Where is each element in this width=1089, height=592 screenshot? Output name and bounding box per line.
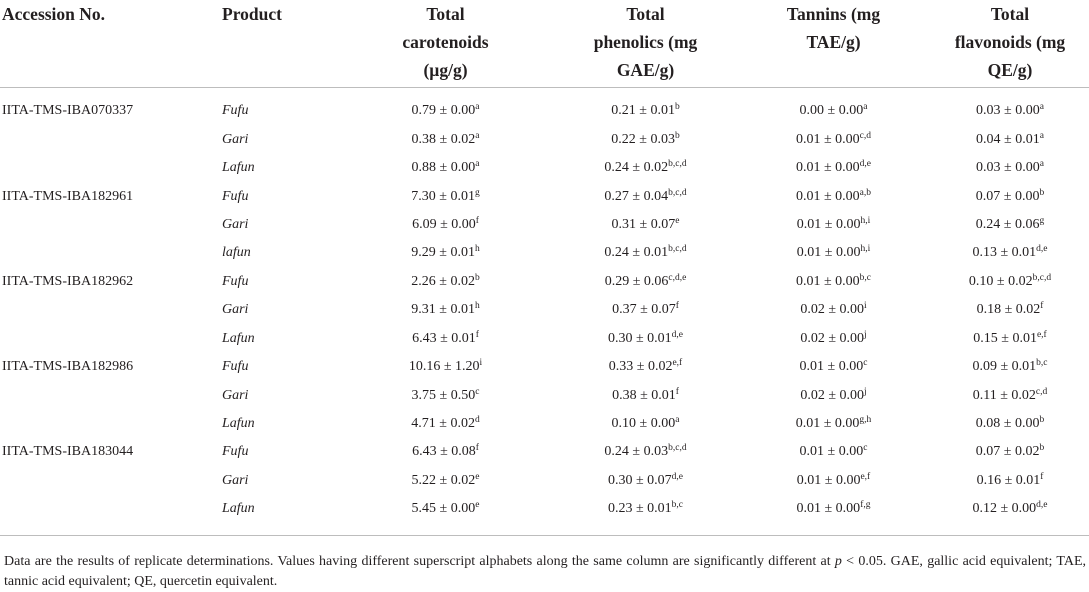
cell-product: Gari	[222, 472, 249, 488]
cell-value: 0.12 ± 0.00	[972, 501, 1037, 517]
significance-superscript: d,e	[671, 471, 684, 482]
cell-carotenoids	[336, 467, 555, 495]
cell-flavonoids	[931, 438, 1089, 466]
significance-superscript: c	[475, 386, 480, 397]
cell-tannins	[736, 182, 931, 210]
significance-superscript: b,c,d	[668, 187, 687, 198]
cell-flavonoids	[931, 410, 1089, 438]
significance-superscript: b	[1039, 443, 1045, 454]
cell-value: 0.30 ± 0.07	[607, 472, 672, 488]
table-row	[0, 296, 1089, 324]
table-row	[0, 239, 1089, 267]
cell-accession: IITA-TMS-IBA070337	[2, 103, 134, 119]
cell-phenolics	[555, 125, 736, 153]
cell-value: 4.71 ± 0.02	[411, 416, 475, 432]
significance-superscript: b	[674, 130, 680, 141]
significance-superscript: a	[1039, 102, 1044, 113]
cell-phenolics	[555, 182, 736, 210]
significance-superscript: j	[864, 329, 867, 340]
cell-value: 0.11 ± 0.02	[972, 387, 1036, 403]
cell-accession	[0, 467, 216, 495]
cell-tannins	[736, 410, 931, 438]
significance-superscript: c,d	[859, 130, 872, 141]
cell-value: 0.01 ± 0.00	[796, 501, 861, 517]
table-row	[0, 88, 1089, 126]
cell-accession: IITA-TMS-IBA183044	[2, 444, 134, 460]
cell-tannins	[736, 296, 931, 324]
cell-value: 5.22 ± 0.02	[411, 472, 476, 488]
cell-product: Fufu	[222, 273, 249, 289]
significance-superscript: a	[675, 415, 680, 426]
cell-product: Gari	[222, 216, 249, 232]
cell-value: 0.10 ± 0.00	[611, 416, 676, 432]
significance-superscript: b	[474, 272, 480, 283]
cell-flavonoids	[931, 268, 1089, 296]
cell-flavonoids	[931, 495, 1089, 523]
cell-tannins	[736, 325, 931, 353]
significance-superscript: h	[474, 301, 480, 312]
cell-value: 0.01 ± 0.00	[795, 273, 860, 289]
cell-value: 0.07 ± 0.02	[975, 444, 1040, 460]
cell-value: 0.01 ± 0.00	[796, 216, 861, 232]
cell-product: Lafun	[222, 160, 255, 176]
cell-carotenoids	[336, 495, 555, 523]
cell-flavonoids	[931, 353, 1089, 381]
cell-product: Gari	[222, 131, 249, 147]
cell-value: 0.07 ± 0.00	[975, 188, 1040, 204]
significance-superscript: f	[1040, 471, 1044, 482]
table-row	[0, 353, 1089, 381]
cell-value: 0.02 ± 0.00	[800, 302, 865, 318]
cell-accession	[0, 495, 216, 523]
significance-superscript: b,c,d	[668, 443, 687, 454]
cell-value: 6.09 ± 0.00	[412, 216, 476, 232]
table-row	[0, 154, 1089, 182]
cell-tannins	[736, 239, 931, 267]
cell-carotenoids	[336, 268, 555, 296]
cell-carotenoids	[336, 296, 555, 324]
table-body	[0, 88, 1089, 524]
significance-superscript: d,e	[859, 159, 872, 170]
cell-product: Lafun	[222, 416, 255, 432]
significance-superscript: e,f	[672, 358, 683, 369]
cell-phenolics	[555, 381, 736, 409]
cell-flavonoids	[931, 467, 1089, 495]
cell-flavonoids	[931, 211, 1089, 239]
significance-superscript: g,h	[859, 415, 872, 426]
significance-superscript: b	[674, 102, 680, 113]
cell-carotenoids	[336, 211, 555, 239]
significance-superscript: a	[1039, 159, 1044, 170]
significance-superscript: b	[1039, 187, 1045, 198]
cell-tannins	[736, 467, 931, 495]
table-row	[0, 268, 1089, 296]
significance-superscript: e,f	[1036, 329, 1047, 340]
significance-superscript: a	[863, 102, 868, 113]
significance-superscript: j	[864, 386, 867, 397]
footer-divider	[0, 535, 1089, 536]
cell-value: 0.24 ± 0.01	[604, 245, 669, 261]
cell-value: 0.01 ± 0.00	[799, 359, 864, 375]
cell-value: 0.30 ± 0.01	[607, 330, 672, 346]
cell-value: 0.01 ± 0.00	[795, 160, 860, 176]
cell-flavonoids	[931, 325, 1089, 353]
cell-value: 0.01 ± 0.00	[795, 188, 860, 204]
significance-superscript: h	[474, 244, 480, 255]
cell-value: 0.24 ± 0.06	[975, 216, 1040, 232]
cell-product: Gari	[222, 387, 249, 403]
cell-phenolics	[555, 211, 736, 239]
significance-superscript: h,i	[860, 244, 871, 255]
table-footnote: Data are the results of replicate determinations. Values having different superscript alphabets along the same column are significantly different at p < 0.05. GAE, gallic acid equivalent; TAE, tannic acid equivalent; QE, quercetin equivalent.	[4, 554, 1086, 589]
header-carotenoids: Total carotenoids (µg/g)	[336, 0, 555, 88]
cell-carotenoids	[336, 88, 555, 126]
cell-phenolics	[555, 410, 736, 438]
cell-carotenoids	[336, 438, 555, 466]
cell-product: Lafun	[222, 501, 255, 517]
cell-value: 0.04 ± 0.01	[976, 131, 1040, 147]
header-flavonoids: Total flavonoids (mg QE/g)	[931, 0, 1089, 88]
significance-superscript: c	[863, 443, 868, 454]
cell-tannins	[736, 88, 931, 126]
cell-value: 0.01 ± 0.00	[795, 131, 860, 147]
significance-superscript: a	[475, 130, 480, 141]
significance-superscript: e	[675, 215, 680, 226]
cell-phenolics	[555, 467, 736, 495]
cell-accession	[0, 239, 216, 267]
cell-tannins	[736, 353, 931, 381]
cell-value: 0.79 ± 0.00	[411, 103, 476, 119]
cell-carotenoids	[336, 381, 555, 409]
significance-superscript: b	[1039, 415, 1045, 426]
cell-value: 0.31 ± 0.07	[611, 216, 676, 232]
significance-superscript: d,e	[1036, 500, 1048, 511]
cell-tannins	[736, 495, 931, 523]
cell-accession	[0, 211, 216, 239]
cell-value: 0.02 ± 0.00	[800, 387, 865, 403]
significance-superscript: f,g	[860, 500, 871, 511]
significance-superscript: i	[479, 358, 483, 369]
significance-superscript: h,i	[860, 215, 871, 226]
cell-value: 0.38 ± 0.02	[411, 131, 476, 147]
cell-accession: IITA-TMS-IBA182961	[2, 188, 134, 204]
table-row	[0, 495, 1089, 523]
header-phenolics: Total phenolics (mg GAE/g)	[555, 0, 736, 88]
cell-flavonoids	[931, 154, 1089, 182]
significance-superscript: b,c,d	[1032, 272, 1052, 283]
cell-phenolics	[555, 353, 736, 381]
cell-tannins	[736, 125, 931, 153]
table-row	[0, 125, 1089, 153]
cell-product: Fufu	[222, 103, 249, 119]
cell-flavonoids	[931, 182, 1089, 210]
significance-superscript: e	[475, 471, 480, 482]
header-product: Product	[216, 0, 336, 88]
cell-value: 0.01 ± 0.00	[796, 245, 861, 261]
cell-value: 10.16 ± 1.20	[408, 359, 480, 375]
significance-superscript: a	[1039, 130, 1044, 141]
significance-superscript: a,b	[859, 187, 872, 198]
significance-superscript: a	[475, 159, 480, 170]
cell-accession	[0, 381, 216, 409]
cell-phenolics	[555, 438, 736, 466]
cell-value: 0.03 ± 0.00	[976, 103, 1040, 119]
table-row	[0, 410, 1089, 438]
cell-value: 0.24 ± 0.02	[604, 160, 669, 176]
cell-value: 9.31 ± 0.01	[411, 302, 475, 318]
cell-tannins	[736, 381, 931, 409]
significance-superscript: b,c,d	[668, 244, 687, 255]
significance-superscript: b,c	[671, 500, 684, 511]
cell-value: 0.24 ± 0.03	[604, 444, 669, 460]
cell-value: 0.21 ± 0.01	[611, 103, 675, 119]
cell-value: 0.33 ± 0.02	[608, 359, 673, 375]
significance-superscript: b,c	[1036, 358, 1048, 369]
cell-product: Gari	[222, 302, 249, 318]
cell-value: 0.27 ± 0.04	[604, 188, 669, 204]
cell-value: 0.03 ± 0.00	[976, 160, 1040, 176]
cell-value: 9.29 ± 0.01	[411, 245, 475, 261]
cell-value: 0.01 ± 0.00	[795, 416, 860, 432]
cell-flavonoids	[931, 88, 1089, 126]
cell-phenolics	[555, 239, 736, 267]
cell-accession	[0, 296, 216, 324]
significance-superscript: c,d,e	[668, 272, 687, 283]
cell-flavonoids	[931, 296, 1089, 324]
cell-product: Fufu	[222, 188, 249, 204]
cell-accession: IITA-TMS-IBA182986	[2, 359, 134, 375]
cell-value: 0.13 ± 0.01	[972, 245, 1037, 261]
significance-superscript: e,f	[860, 471, 871, 482]
cell-accession	[0, 410, 216, 438]
cell-value: 5.45 ± 0.00	[411, 501, 476, 517]
cell-carotenoids	[336, 154, 555, 182]
significance-superscript: f	[475, 443, 479, 454]
cell-value: 0.15 ± 0.01	[973, 330, 1037, 346]
cell-value: 0.23 ± 0.01	[607, 501, 672, 517]
significance-superscript: g	[474, 187, 480, 198]
cell-value: 0.37 ± 0.07	[612, 302, 676, 318]
cell-value: 0.18 ± 0.02	[976, 302, 1041, 318]
cell-accession	[0, 154, 216, 182]
table-row	[0, 438, 1089, 466]
cell-value: 0.01 ± 0.00	[799, 444, 864, 460]
cell-value: 0.00 ± 0.00	[799, 103, 864, 119]
significance-superscript: b,c,d	[668, 159, 687, 170]
cell-flavonoids	[931, 125, 1089, 153]
cell-flavonoids	[931, 381, 1089, 409]
cell-value: 0.09 ± 0.01	[972, 359, 1037, 375]
cell-carotenoids	[336, 410, 555, 438]
cell-value: 0.38 ± 0.01	[612, 387, 676, 403]
cell-value: 0.88 ± 0.00	[411, 160, 476, 176]
significance-superscript: c,d	[1035, 386, 1048, 397]
cell-carotenoids	[336, 125, 555, 153]
cell-product: lafun	[222, 245, 251, 261]
table-header	[0, 0, 1089, 88]
significance-superscript: g	[1039, 215, 1045, 226]
table-row	[0, 325, 1089, 353]
cell-product: Fufu	[222, 359, 249, 375]
significance-superscript: e	[475, 500, 480, 511]
cell-phenolics	[555, 88, 736, 126]
cell-value: 7.30 ± 0.01	[411, 188, 475, 204]
cell-value: 0.02 ± 0.00	[800, 330, 865, 346]
cell-carotenoids	[336, 239, 555, 267]
cell-tannins	[736, 438, 931, 466]
significance-superscript: d	[474, 415, 480, 426]
cell-phenolics	[555, 495, 736, 523]
header-tannins: Tannins (mg TAE/g)	[736, 0, 931, 88]
significance-superscript: f	[675, 386, 679, 397]
cell-phenolics	[555, 296, 736, 324]
cell-flavonoids	[931, 239, 1089, 267]
significance-superscript: f	[1040, 301, 1044, 312]
table-row	[0, 381, 1089, 409]
cell-tannins	[736, 211, 931, 239]
cell-value: 0.01 ± 0.00	[796, 472, 861, 488]
cell-tannins	[736, 154, 931, 182]
cell-phenolics	[555, 268, 736, 296]
cell-product: Fufu	[222, 444, 249, 460]
cell-accession	[0, 325, 216, 353]
significance-superscript: b,c	[859, 272, 872, 283]
cell-value: 0.10 ± 0.02	[968, 273, 1033, 289]
cell-value: 6.43 ± 0.01	[412, 330, 476, 346]
cell-value: 0.08 ± 0.00	[975, 416, 1040, 432]
cell-value: 0.29 ± 0.06	[604, 273, 669, 289]
cell-value: 0.16 ± 0.01	[976, 472, 1041, 488]
cell-carotenoids	[336, 325, 555, 353]
significance-superscript: f	[675, 301, 679, 312]
header-accession: Accession No.	[0, 0, 216, 88]
significance-superscript: f	[475, 215, 479, 226]
significance-superscript: d,e	[1036, 244, 1048, 255]
cell-carotenoids	[336, 353, 555, 381]
cell-value: 3.75 ± 0.50	[411, 387, 476, 403]
significance-superscript: f	[475, 329, 479, 340]
cell-accession: IITA-TMS-IBA182962	[2, 273, 134, 289]
significance-superscript: d,e	[671, 329, 684, 340]
cell-tannins	[736, 268, 931, 296]
cell-accession	[0, 125, 216, 153]
cell-phenolics	[555, 325, 736, 353]
cell-value: 6.43 ± 0.08	[412, 444, 476, 460]
table-row	[0, 211, 1089, 239]
cell-value: 2.26 ± 0.02	[411, 273, 475, 289]
cell-phenolics	[555, 154, 736, 182]
cell-value: 0.22 ± 0.03	[611, 131, 675, 147]
table-row	[0, 182, 1089, 210]
significance-superscript: i	[864, 301, 867, 312]
cell-product: Lafun	[222, 330, 255, 346]
significance-superscript: a	[475, 102, 480, 113]
cell-carotenoids	[336, 182, 555, 210]
table-row	[0, 467, 1089, 495]
significance-superscript: c	[863, 358, 868, 369]
